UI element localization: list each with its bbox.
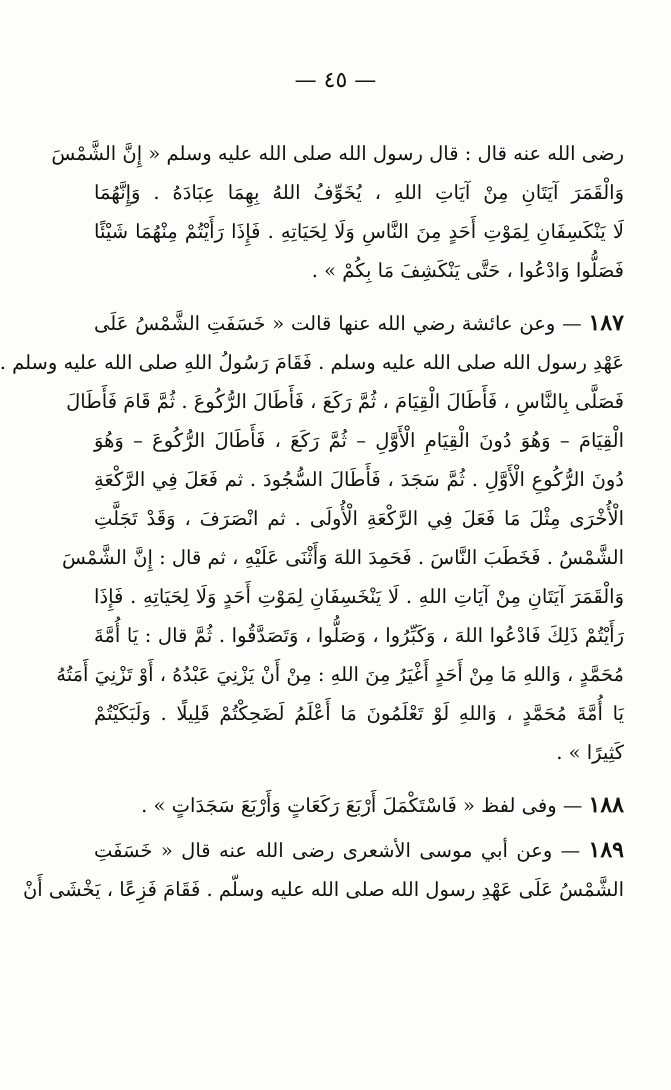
paragraph-continuation <box>51 134 624 290</box>
text-line: الشَّمْسُ . فَخَطَبَ النَّاسَ . فَحَمِدَ اللهَ وَأَثْنَى عَلَيْهِ ، ثم قال : إِنَّ الشَّمْسَ <box>62 546 624 569</box>
hadith-number: ١٨٩ <box>588 837 624 863</box>
text-line <box>94 304 624 343</box>
text-line: فَصَلَّى بِالنَّاسِ ، فَأَطَالَ الْقِيَامَ ، ثُمَّ رَكَعَ ، فَأَطَالَ الرُّكُوعَ . ثُمَّ قَامَ فَأَطَالَ <box>66 390 624 413</box>
text-line: رَأَيْتُمْ ذَلِكَ فَادْعُوا اللهَ ، وَكَبِّرُوا ، وَصَلُّوا ، وَتَصَدَّقُوا . ثُمَّ قال : يَا أُمَّةَ <box>94 624 624 647</box>
hadith-189 <box>22 831 624 909</box>
text-line: دُونَ الرُّكُوعِ الْأَوَّلِ . ثُمَّ سَجَدَ ، فَأَطَالَ السُّجُودَ . ثم فَعَلَ فِي الرَّكْعَةِ <box>94 468 624 491</box>
text-line <box>94 831 624 870</box>
text-line: فَصَلُّوا وَادْعُوا ، حَتَّى يَنْكَشِفَ مَا بِكُمْ » . <box>311 259 624 282</box>
text-line: كَثِيرًا » . <box>556 741 624 764</box>
text-line <box>94 786 624 825</box>
text-line: الْقِيَامَ – وَهُوَ دُونَ الْقِيَامِ الْأَوَّلِ – ثُمَّ رَكَعَ ، فَأَطَالَ الرُّكُوعَ – وَهُوَ <box>94 429 624 452</box>
text-line-content: — وعن أبي موسى الأشعرى رضى الله عنه قال « خَسَفَتِ <box>94 839 581 862</box>
text-line-content: — وعن عائشة رضي الله عنها قالت « خَسَفَتِ الشَّمْسُ عَلَى <box>94 312 582 335</box>
hadith-number: ١٨٨ <box>588 792 624 818</box>
text-line: لَا يَنْكَسِفَانِ لِمَوْتِ أَحَدٍ مِنَ النَّاسِ وَلَا لِحَيَاتِهِ . فَإِذَا رَأَيْتُمْ مِنْهُمَا شَيْئًا <box>94 220 624 243</box>
text-line: وَالْقَمَرَ آيَتَانِ مِنْ آيَاتِ اللهِ . لَا يَنْخَسِفَانِ لِمَوْتِ أَحَدٍ وَلَا لِحَيَاتِهِ . فَإِذَا <box>94 585 624 608</box>
text-line: مُحَمَّدٍ ، وَاللهِ مَا مِنْ أَحَدٍ أَغْيَرُ مِنَ اللهِ : مِنْ أَنْ يَزْنِيَ عَبْدُهُ ، أَوْ تَزْنِيَ أَمَتُهُ <box>56 663 624 686</box>
page-body <box>0 134 624 909</box>
text-line-content: — وفى لفظ « فَاسْتَكْمَلَ أَرْبَعَ رَكَعَاتٍ وَأَرْبَعَ سَجَدَاتٍ » . <box>141 794 583 817</box>
text-line: وَالْقَمَرَ آيَتَانِ مِنْ آيَاتِ اللهِ ، يُخَوِّفُ اللهُ بِهِمَا عِبَادَهُ . وَإِنَّهُمَا <box>94 181 624 204</box>
text-line: الْأُخْرَى مِثْلَ مَا فَعَلَ فِي الرَّكْعَةِ الْأُولَى . ثم انْصَرَفَ ، وَقَدْ تَجَلَّتِ <box>94 507 624 530</box>
text-line: الشَّمْسُ عَلَى عَهْدِ رسول الله صلى الله عليه وسلّم . فَقَامَ فَزِعًا ، يَخْشَى أَنْ <box>22 878 624 901</box>
text-line: عَهْدِ رسول الله صلى الله عليه وسلم . فَقَامَ رَسُولُ اللهِ صلى الله عليه وسلم . <box>0 351 624 374</box>
page-number: — ٤٥ — <box>294 68 377 93</box>
text-line: يَا أُمَّةَ مُحَمَّدٍ ، وَاللهِ لَوْ تَعْلَمُونَ مَا أَعْلَمُ لَضَحِكْتُمْ قَلِيلًا . وَلَبَكَيْتُمْ <box>94 702 624 725</box>
hadith-187 <box>0 304 624 772</box>
hadith-number: ١٨٧ <box>588 310 624 336</box>
hadith-188 <box>94 786 624 825</box>
text-line: رضى الله عنه قال : قال رسول الله صلى الله عليه وسلم « إِنَّ الشَّمْسَ <box>51 142 624 165</box>
